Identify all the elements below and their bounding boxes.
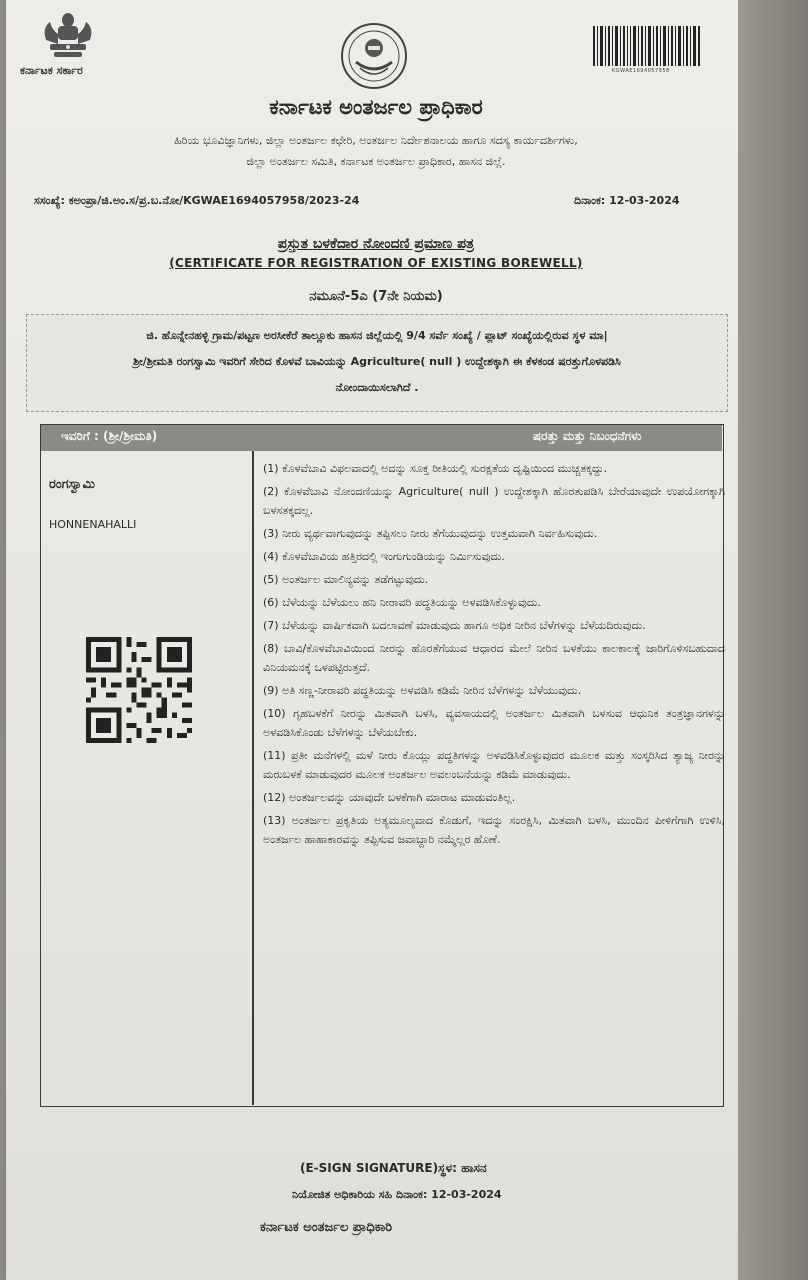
government-name: ಕರ್ನಾಟಕ ಸರ್ಕಾರ	[20, 64, 83, 77]
office-subline-2: ಜಿಲ್ಲಾ ಅಂತರ್ಜಲ ಸಮಿತಿ, ಕರ್ನಾಟಕ ಅಂತರ್ಜಲ ಪ್ರಾಧಿಕಾರ, ಹಾಸನ ಜಿಲ್ಲೆ.	[246, 155, 506, 168]
background-surface	[738, 0, 808, 1280]
conditions-table	[40, 424, 724, 1107]
table-header	[41, 425, 722, 451]
officer-signature-date: ನಿಯೋಜಿತ ಅಧಿಕಾರಿಯ ಸಹಿ ದಿನಾಂಕ: 12-03-2024	[292, 1188, 502, 1201]
condition-item: (13) ಅಂತರ್ಜಲ ಪ್ರಕೃತಿಯ ಅತ್ಯಮೂಲ್ಯವಾದ ಕೊಡುಗೆ, ಇದನ್ನು ಸಂರಕ್ಷಿಸಿ, ಮಿತವಾಗಿ ಬಳಸಿ, ಮುಂದಿನ ಪೀಳಿಗೆಗಾಗಿ ಉಳಿಸಿ, ಅಂತರ್ಜಲ ಹಾಹಾಕಾರವನ್ನು ತಪ್ಪಿಸುವ ಜವಾಬ್ದಾರಿ ನಮ್ಮೆಲ್ಲರ ಹೊಣೆ.	[263, 814, 725, 846]
conditions-column-header: ಷರತ್ತು ಮತ್ತು ನಿಬಂಧನೆಗಳು	[533, 429, 642, 443]
qr-code	[86, 637, 192, 743]
statement-line-2: ಶ್ರೀ/ಶ್ರೀಮತಿ ರಂಗಸ್ವಾಮಿ ಇವರಿಗೆ ಸೇರಿದ ಕೊಳವೆ ಬಾವಿಯನ್ನು Agriculture( null ) ಉದ್ದೇಶಕ್ಕಾಗಿ ಈ ಕೆಳಕಂಡ ಷರತ್ತುಗೊಳಪಡಿಸಿ	[133, 355, 621, 368]
form-number: ನಮೂನೆ-5ಎ (7ನೇ ನಿಯಮ)	[309, 289, 443, 304]
condition-item: (3) ನೀರು ವ್ಯರ್ಥವಾಗುವುದನ್ನು ತಪ್ಪಿಸಲು ನೀರು ತೆಗೆಯುವುದನ್ನು ಉತ್ತಮವಾಗಿ ನಿರ್ವಹಿಸುವುದು.	[263, 527, 598, 540]
village-name: HONNENAHALLI	[49, 518, 137, 531]
authority-logo-icon	[340, 22, 408, 90]
office-subline-1: ಹಿರಿಯ ಭೂವಿಜ್ಞಾನಿಗಳು, ಜಿಲ್ಲಾ ಅಂತರ್ಜಲ ಕಛೇರಿ, ಅಂತರ್ಜಲ ನಿರ್ದೇಶನಾಲಯ ಹಾಗೂ ಸದಸ್ಯ ಕಾರ್ಯದರ್ಶಿಗಳು,	[174, 134, 578, 147]
certificate-page	[6, 0, 738, 1280]
condition-item: (2) ಕೊಳವೆಬಾವಿ ನೋಂದಣಿಯನ್ನು Agriculture( null ) ಉದ್ದೇಶಕ್ಕಾಗಿ ಹೊರತುಪಡಿಸಿ ಬೇರೆಯಾವುದೇ ಉಪಯೋಗಕ್ಕಾಗಿ ಬಳಸತಕ್ಕದಲ್ಲ.	[263, 485, 725, 517]
issue-date: ದಿನಾಂಕ: 12-03-2024	[574, 194, 680, 207]
reference-number: ಸಸಂಖ್ಯೆ: ಕಅಂಪ್ರಾ/ಜಿ.ಅಂ.ಸ/ಪ್ರ.ಬ.ನೋ/KGWAE1694057958/2023-24	[34, 194, 360, 207]
column-divider	[252, 451, 254, 1105]
authority-title: ಕರ್ನಾಟಕ ಅಂತರ್ಜಲ ಪ್ರಾಧಿಕಾರ	[269, 95, 483, 119]
condition-item: (4) ಕೊಳವೆಬಾವಿಯ ಹತ್ತಿರದಲ್ಲಿ ಇಂಗುಗುಂಡಿಯನ್ನು ನಿರ್ಮಿಸುವುದು.	[263, 550, 505, 563]
condition-item: (10) ಗೃಹಬಳಕೆಗೆ ನೀರನ್ನು ಮಿತವಾಗಿ ಬಳಸಿ, ವ್ಯವಸಾಯದಲ್ಲಿ ಅಂತರ್ಜಲ ಮಿತವಾಗಿ ಬಳಸುವ ಆಧುನಿಕ ತಂತ್ರಜ್ಞಾನಗಳನ್ನು ಅಳವಡಿಸಿಕೊಂಡು ಬೆಳೆಗಳನ್ನು ಬೆಳೆಯಬೇಕು.	[263, 707, 725, 739]
condition-item: (11) ಪ್ರತೀ ಮನೆಗಳಲ್ಲಿ ಮಳೆ ನೀರು ಕೊಯ್ಲು ಪದ್ಧತಿಗಳನ್ನು ಅಳವಡಿಸಿಕೊಳ್ಳುವುದರ ಮೂಲಕ ಮತ್ತು ಸಂಸ್ಕರಿಸಿದ ತ್ಯಾಜ್ಯ ನೀರನ್ನು ಮರುಬಳಕೆ ಮಾಡುವುದರ ಮೂಲಕ ಅಂತರ್ಜಲ ಅವಲಂಬನೆಯನ್ನು ಕಡಿಮೆ ಮಾಡುವುದು.	[263, 749, 725, 781]
registration-statement	[26, 314, 728, 412]
condition-item: (9) ಅತಿ ಸಣ್ಣ-ನೀರಾವರಿ ಪದ್ಧತಿಯನ್ನು ಅಳವಡಿಸಿ ಕಡಿಮೆ ನೀರಿನ ಬೆಳೆಗಳನ್ನು ಬೆಳೆಯುವುದು.	[263, 684, 582, 697]
owner-column-header: ಇವರಿಗೆ : (ಶ್ರೀ/ಶ್ರೀಮತಿ)	[61, 429, 158, 443]
condition-item: (7) ಬೆಳೆಯನ್ನು ವಾರ್ಷಿಕವಾಗಿ ಬದಲಾವಣೆ ಮಾಡುವುದು ಹಾಗೂ ಅಧಿಕ ನೀರಿನ ಬೆಳೆಗಳನ್ನು ಬೆಳೆಯದಿರುವುದು.	[263, 619, 646, 632]
conditions-list	[263, 459, 725, 853]
statement-line-3: ನೋಂದಾಯಿಸಲಾಗಿದೆ .	[335, 381, 419, 394]
barcode	[591, 24, 703, 70]
statement-line-1: ಜಿ. ಹೊನ್ನೇನಹಳ್ಳಿ ಗ್ರಾಮ/ಪಟ್ಟಣ ಅರಸೀಕೆರೆ ತಾಲ್ಲೂಕು ಹಾಸನ ಜಿಲ್ಲೆಯಲ್ಲಿ 9/4 ಸರ್ವೆ ಸಂಖ್ಯೆ / ಪ್ಲಾಟ್ ಸಂಖ್ಯೆಯಲ್ಲಿರುವ ಸ್ಥಳ ಮಾ|	[146, 329, 608, 342]
issuing-authority: ಕರ್ನಾಟಕ ಅಂತರ್ಜಲ ಪ್ರಾಧಿಕಾರಿ	[260, 1220, 393, 1235]
certificate-title-english: (CERTIFICATE FOR REGISTRATION OF EXISTING BOREWELL)	[169, 256, 583, 270]
karnataka-emblem-icon	[36, 10, 100, 62]
certificate-title-kannada: ಪ್ರಸ್ತುತ ಬಳಕೆದಾರ ನೋಂದಣಿ ಪ್ರಮಾಣ ಪತ್ರ	[277, 236, 475, 252]
barcode-number: KGWAE1694057958	[612, 68, 670, 74]
condition-item: (1) ಕೊಳವೆಬಾವಿ ವಿಫಲವಾದಲ್ಲಿ ಅದನ್ನು ಸೂಕ್ತ ರೀತಿಯಲ್ಲಿ ಸುರಕ್ಷತೆಯ ದೃಷ್ಟಿಯಿಂದ ಮುಚ್ಚತಕ್ಕದ್ದು.	[263, 462, 608, 475]
condition-item: (6) ಬೆಳೆಯನ್ನು ಬೆಳೆಯಲು ಹನಿ ನೀರಾವರಿ ಪದ್ಧತಿಯನ್ನು ಅಳವಡಿಸಿಕೊಳ್ಳುವುದು.	[263, 596, 541, 609]
esign-signature: (E-SIGN SIGNATURE)ಸ್ಥಳ: ಹಾಸನ	[300, 1161, 487, 1175]
condition-item: (12) ಅಂತರ್ಜಲವನ್ನು ಯಾವುದೇ ಬಳಕೆಗಾಗಿ ಮಾರಾಟ ಮಾಡುವಂತಿಲ್ಲ.	[263, 791, 516, 804]
owner-name: ರಂಗಸ್ವಾಮಿ	[49, 477, 95, 492]
condition-item: (8) ಬಾವಿ/ಕೊಳವೆಬಾವಿಯಿಂದ ನೀರನ್ನು ಹೊರತೆಗೆಯುವ ಆಧಾರದ ಮೇಲೆ ನೀರಿನ ಬಳಕೆಯು ಕಾಲಕಾಲಕ್ಕೆ ಜಾರಿಗೊಳಿಸಬಹುದಾದ ವಿನಿಯಮನಕ್ಕೆ ಒಳಪಟ್ಟಿರುತ್ತದೆ.	[263, 642, 725, 674]
condition-item: (5) ಅಂತರ್ಜಲ ಮಾಲಿನ್ಯವನ್ನು ತಡೆಗಟ್ಟುವುದು.	[263, 573, 429, 586]
